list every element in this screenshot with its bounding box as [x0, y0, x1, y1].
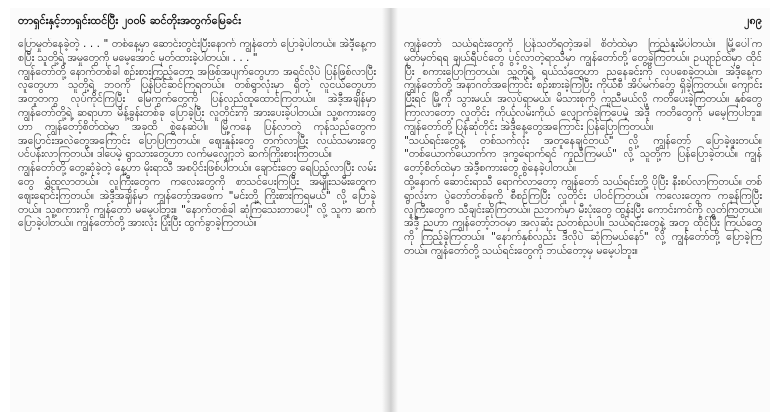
page-number: ၂၈၉ — [744, 14, 762, 27]
right-text-column — [404, 38, 762, 406]
paragraph: ကျွန်တော် သယ်ရင်းတွေကို ပြန်သတိရတဲ့အခါ စိတ်ထဲမှာ ကြည်နူးမိပါတယ်။ မြို့ပေါ်က မှတ်မှတ်ရရ ချယ်ရီပင်တွေ ပွင့်လာတဲ့ရာသီမှာ ကျွန်တော်တို့ တွေ့ခဲ့ကြတယ်။ ဥယျာဉ်ထဲမှာ ထိုင်ပြီး စကားပြောကြတယ်။ သူတို့ရဲ့ ရယ်သံတွေဟာ ညနေခင်းကို လှပစေခဲ့တယ်။ အဲဒီ့နေ့က ကျွန်တော်တို့ အနာဂတ်အကြောင်း စဉ်းစားခဲ့ကြပြီး ကိုယ်စီ အိပ်မက်တွေ ရှိခဲ့ကြတယ်။ ကျောင်းပြီးရင် မြို့ကို သွားမယ်၊ အလုပ်ရှာမယ်၊ မိသားစုကို ကူညီမယ်လို့ ကတိပေးခဲ့ကြတယ်။ နှစ်တွေ ကြာလာတော့ လူတိုင်း ကိုယ့်လမ်းကိုယ် လျှောက်ခဲ့ကြပေမဲ့ အဲဒီ့ ကတိတွေကို မမေ့ကြပါဘူး။ ကျွန်တော်တို့ ပြန်ဆုံတိုင်း အဲဒီ့နေ့တွေအကြောင်း ပြန်ပြောကြတယ်။ — [404, 38, 762, 133]
paragraph: ကျွန်တော်တို့ တွေ့ဆုံခဲ့တဲ့ နေ့ဟာ မိုးရာသီ အစပိုင်းဖြစ်ပါတယ်။ ချောင်းတွေ ရေပြည့်လာပြီး လမ်းတွေ ရွှံ့ထူလာတယ်။ လူကြီးတွေက ကလေးတွေကို စာသင်ပေးကြပြီး အမျိုးသမီးတွေက ဈေးရောင်းကြတယ်။ အဲဒီ့အချိန်မှာ ကျွန်တော့်အဖေက "မင်းတို့ ကြိုးစားကြရမယ်" လို့ ပြောခဲ့တယ်။ သူ့စကားကို ကျွန်တော် မမေ့ပါဘူး။ "နောက်တစ်ခါ ဆုံကြသေးတာပေါ့" လို့ သူက ဆက်ပြောခဲ့ပါတယ်။ ကျွန်တော်တို့ အားလုံး ပြုံးပြီး ထွက်ခွာခဲ့ကြတယ်။ — [18, 162, 376, 230]
paragraph: ကျွန်တော်တို့ နောက်တစ်ခါ စဉ်းစားကြည့်တော့ အဖြစ်အပျက်တွေဟာ အရင်လိုပဲ ပြန်ဖြစ်လာပြီး လူတွေဟာ သူတို့ရဲ့ ဘဝကို ပြန်ပြင်ဆင်ကြရတယ်။ တစ်ရွာလုံးမှာ ရှိတဲ့ လူငယ်တွေဟာ အတူတကွ လုပ်ကိုင်ကြပြီး မြေကွက်တွေကို ပြန်လည်ထူထောင်ကြတယ်။ အဲဒီ့အချိန်မှာ ကျွန်တော်တို့ရဲ့ ဆရာဟာ မိန့်ခွန်းတစ်ခု ပြောခဲ့ပြီး လူတိုင်းကို အားပေးခဲ့ပါတယ်။ သူ့စကားတွေဟာ ကျွန်တော့်စိတ်ထဲမှာ အခုထိ စွဲနေဆဲပါ။ မြို့ကနေ ပြန်လာတဲ့ ကုန်သည်တွေက အပြောင်းအလဲတွေအကြောင်း ပြောပြကြတယ်။ ဈေးနှုန်းတွေ တက်လာပြီး လယ်သမားတွေ ပင်ပန်းလာကြတယ်။ ဒါပေမဲ့ ရွာသားတွေဟာ လက်မလျှော့ဘဲ ဆက်ကြိုးစားကြတယ်။ — [18, 65, 376, 161]
paragraph: "သယ်ရင်းတွေနဲ့ တစ်သက်လုံး အတူနေချင်တယ်" လို့ ကျွန်တော် ပြောခဲ့ဖူးတယ်။ "တစ်ယောက်ယောက်က ဒုက္ခရောက်ရင် ကူညီကြမယ်" လို့ သူတို့က ပြန်ပြောခဲ့တယ်။ ကျွန်တော့်စိတ်ထဲမှာ အဲဒီ့စကားတွေ စွဲနေခဲ့ပါတယ်။ — [404, 134, 762, 175]
running-title: တာရှင်းနှင့်ဘာရှင်းထင်ပြီး ၂၀၀၆ ဆင်တိုးအတွက်မြေခင်း — [18, 14, 242, 27]
paragraph: ပြောမှုတ်နေခဲ့တဲ့ . . . " တစ်နေ့မှာ ဆောင်းတွင်းပြီးနောက် ကျွန်တော် ပြောခဲ့ပါတယ်။ အဲဒီ့နေ့ကစပြီး သူတို့ရဲ့ အမှုတွေကို မမေ့အောင် မှတ်ထားခဲ့ပါတယ်။ . . . " — [18, 38, 376, 64]
book-page — [10, 8, 770, 412]
left-text-column — [18, 38, 376, 406]
book-gutter — [382, 8, 398, 412]
paragraph: ထို့နောက် ဆောင်းရာသီ ရောက်လာတော့ ကျွန်တော် သယ်ရင်းတို့ ပိုပြီး နီးစပ်လာကြတယ်။ တစ်ရွာလုံးက ပွဲတော်တစ်ခုကို စီစဉ်ကြပြီး လူတိုင်း ပါဝင်ကြတယ်။ ကလေးတွေက ကခုန်ကြပြီး လူကြီးတွေက သီချင်းဆိုကြတယ်။ ညဘက်မှာ မီးပုံးတွေ ထွန်းပြီး ကောင်းကင်ကို လွှတ်ကြတယ်။ အဲဒီ့ ညဟာ ကျွန်တော့်ဘဝမှာ အလှဆုံး ညတစ်ညပါ။ သယ်ရင်းတွေနဲ့ အတူ ထိုင်ပြီး ကြယ်တွေကို ကြည့်ခဲ့ကြတယ်။ "နောက်နှစ်လည်း ဒီလိုပဲ ဆုံကြမယ်နော်" လို့ ကျွန်တော်တို့ ပြောခဲ့ကြတယ်။ ကျွန်တော်တို့ သယ်ရင်းတွေကို ဘယ်တော့မှ မမေ့ပါဘူး။ — [404, 175, 762, 257]
